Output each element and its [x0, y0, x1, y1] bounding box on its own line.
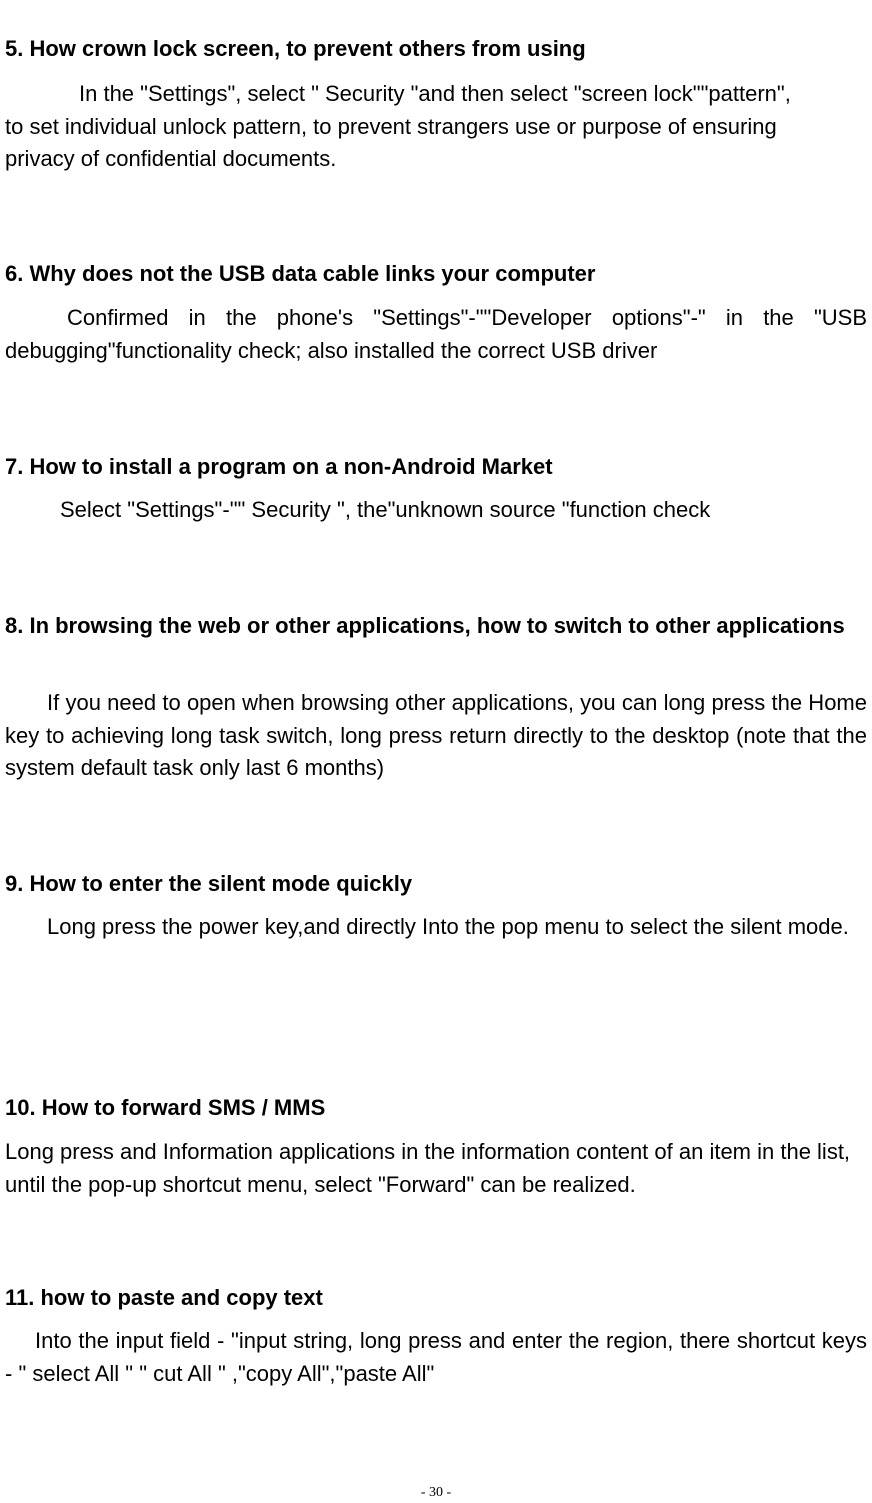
section-10-body: Long press and Information applications in the information content of an item in the list, until the pop-up shortcut menu, select "Forward" can be realized.	[5, 1139, 851, 1197]
section-9-heading: 9. How to enter the silent mode quickly	[5, 871, 413, 896]
section-9-body: Long press the power key,and directly Into the pop menu to select the silent mode.	[47, 914, 849, 939]
section-6-heading: 6. Why does not the USB data cable links your computer	[5, 261, 596, 286]
section-5-body: In the "Settings", select " Security "and then select "screen lock""pattern", to set individual unlock pattern, to prevent strangers use or purpose of ensuring privacy of confidential documents.	[5, 81, 791, 171]
section-8-body: If you need to open when browsing other applications, you can long press the Home key to achieving long task switch, long press return directly to the desktop (note that the system default task only last 6 months)	[5, 690, 867, 780]
section-7-heading: 7. How to install a program on a non-Android Market	[5, 454, 553, 479]
section-7-body: Select "Settings"-"" Security ", the"unknown source "function check	[60, 497, 711, 522]
section-11-heading: 11. how to paste and copy text	[5, 1285, 323, 1310]
section-6-body: Confirmed in the phone's "Settings"-""Developer options"-" in the "USB debugging"functionality check; also installed the correct USB driver	[5, 305, 867, 363]
section-11-body: Into the input field - "input string, long press and enter the region, there shortcut keys - " select All " " cut All " ,"copy All","paste All"	[5, 1328, 867, 1386]
section-8-heading: 8. In browsing the web or other applications, how to switch to other applications	[5, 613, 845, 638]
section-5-heading: 5. How crown lock screen, to prevent others from using	[5, 36, 586, 61]
page-number: - 30 -	[420, 1485, 452, 1500]
section-10-heading: 10. How to forward SMS / MMS	[5, 1095, 326, 1120]
